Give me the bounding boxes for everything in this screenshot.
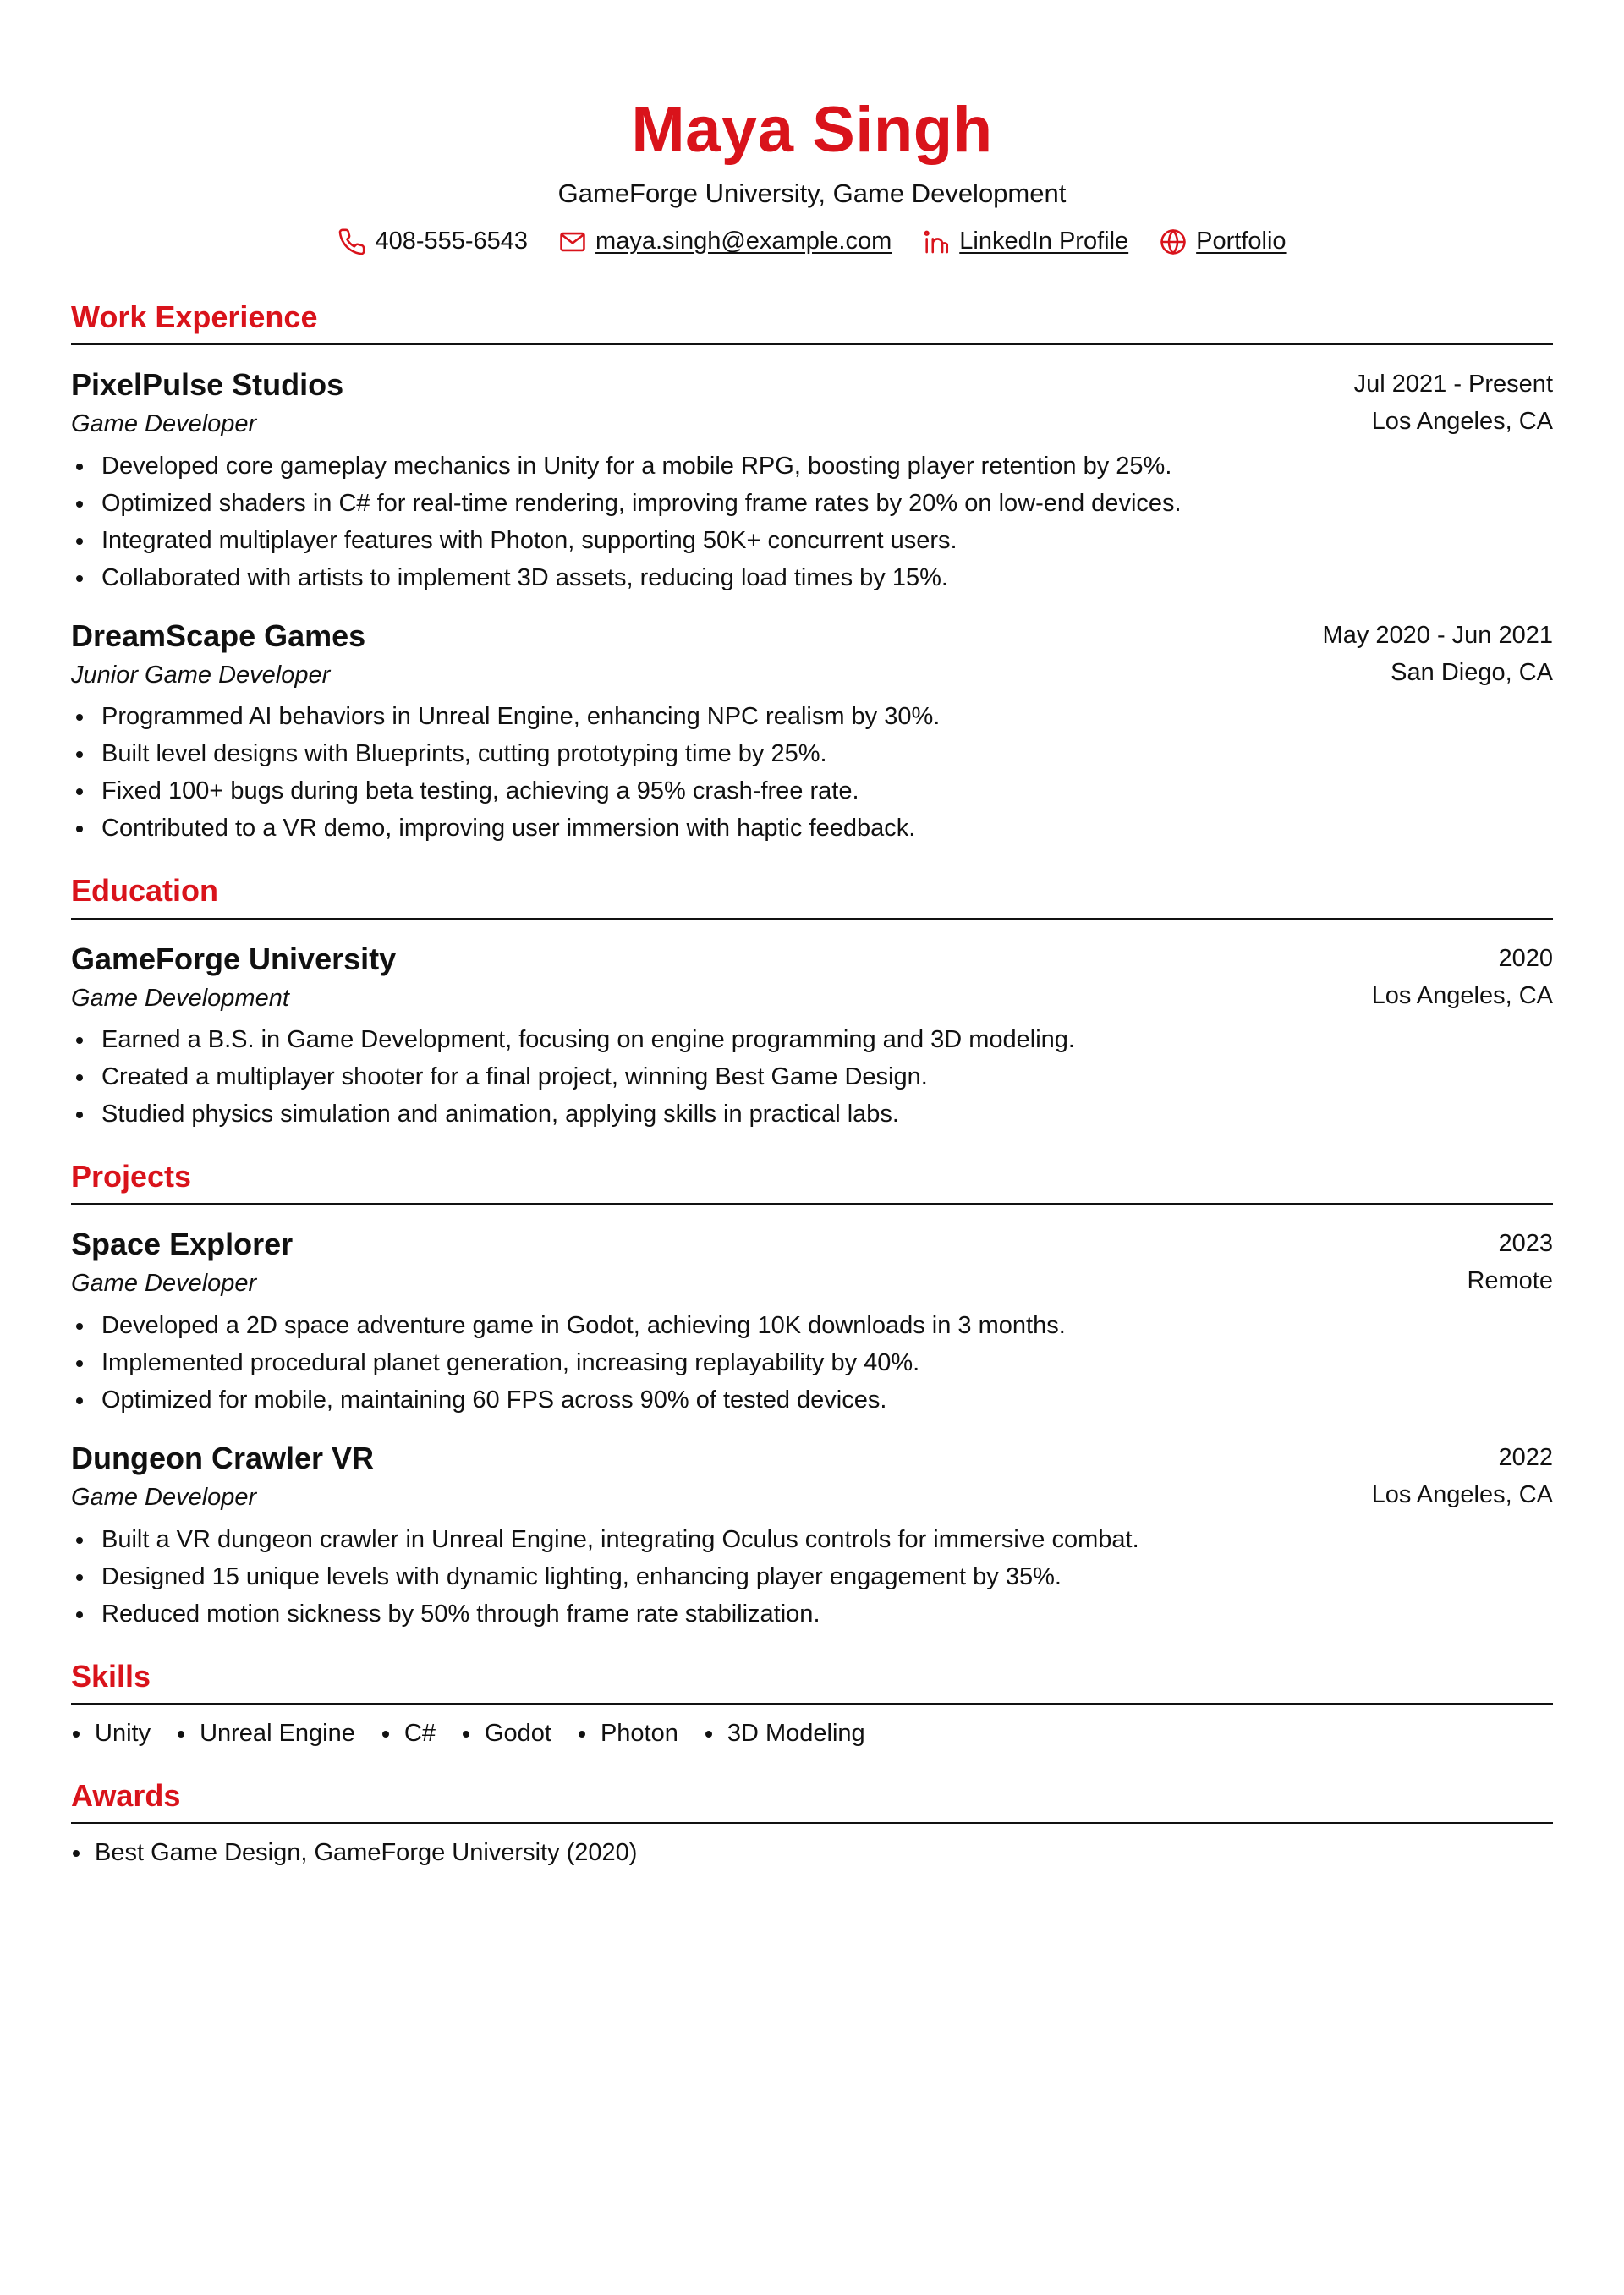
entry-role: Game Developer — [71, 1270, 257, 1298]
bullet-item: Optimized shaders in C# for real-time rendering, improving frame rates by 20% on low-end devices. — [71, 485, 1553, 522]
globe-icon — [1159, 228, 1188, 256]
entry-organization: Space Explorer — [71, 1227, 294, 1262]
linkedin-icon — [922, 228, 951, 256]
contact-portfolio[interactable] — [1159, 228, 1286, 256]
skill-item: C# — [381, 1715, 436, 1752]
entry-dates: May 2020 - Jun 2021 — [1322, 621, 1553, 649]
section-projects — [71, 1158, 1553, 1633]
skill-item: Godot — [461, 1715, 551, 1752]
education-entry — [71, 940, 1553, 1134]
entry-role: Game Development — [71, 984, 289, 1012]
contact-phone[interactable] — [337, 228, 528, 256]
bullet-item: Fixed 100+ bugs during beta testing, achieving a 95% crash-free rate. — [71, 772, 1553, 810]
entry-organization: GameForge University — [71, 941, 397, 976]
bullet-item: Programmed AI behaviors in Unreal Engine, enhancing NPC realism by 30%. — [71, 698, 1553, 735]
entry-bullets — [71, 1521, 1553, 1633]
section-title-projects: Projects — [71, 1158, 1553, 1205]
section-work-experience — [71, 299, 1553, 848]
linkedin-link[interactable]: LinkedIn Profile — [959, 228, 1129, 255]
bullet-item: Collaborated with artists to implement 3D assets, reducing load times by 15%. — [71, 559, 1553, 596]
entry-dates: 2023 — [1498, 1230, 1553, 1258]
bullet-item: Built level designs with Blueprints, cutting prototyping time by 25%. — [71, 735, 1553, 772]
section-title-work: Work Experience — [71, 299, 1553, 345]
skill-item: Unity — [71, 1715, 151, 1752]
section-title-awards: Awards — [71, 1777, 1553, 1824]
bullet-item: Optimized for mobile, maintaining 60 FPS across 90% of tested devices. — [71, 1381, 1553, 1419]
phone-icon — [337, 228, 366, 256]
bullet-item: Created a multiplayer shooter for a final project, winning Best Game Design. — [71, 1058, 1553, 1095]
bullet-item: Reduced motion sickness by 50% through frame rate stabilization. — [71, 1595, 1553, 1633]
entry-organization: PixelPulse Studios — [71, 366, 344, 402]
entry-dates: Jul 2021 - Present — [1353, 370, 1553, 398]
entry-bullets — [71, 1021, 1553, 1133]
section-education — [71, 872, 1553, 1133]
entry-dates: 2022 — [1498, 1444, 1553, 1472]
work-entry — [71, 365, 1553, 596]
section-skills — [71, 1658, 1553, 1752]
entry-location: Remote — [1467, 1267, 1553, 1295]
bullet-item: Studied physics simulation and animation, applying skills in practical labs. — [71, 1095, 1553, 1133]
entry-location: Los Angeles, CA — [1371, 407, 1553, 435]
contact-bar — [71, 228, 1553, 256]
project-entry — [71, 1225, 1553, 1419]
candidate-subtitle: GameForge University, Game Development — [557, 178, 1067, 208]
bullet-item: Developed core gameplay mechanics in Unity for a mobile RPG, boosting player retention by 25%. — [71, 447, 1553, 485]
skill-item: 3D Modeling — [704, 1715, 865, 1752]
resume-header — [71, 95, 1553, 256]
bullet-item: Earned a B.S. in Game Development, focusing on engine programming and 3D modeling. — [71, 1021, 1553, 1058]
candidate-name: Maya Singh — [631, 94, 993, 166]
mail-icon — [558, 228, 587, 256]
entry-role: Game Developer — [71, 1484, 257, 1512]
awards-list — [71, 1834, 1553, 1871]
bullet-item: Integrated multiplayer features with Photon, supporting 50K+ concurrent users. — [71, 522, 1553, 559]
entry-location: Los Angeles, CA — [1371, 981, 1553, 1009]
bullet-item: Designed 15 unique levels with dynamic lighting, enhancing player engagement by 35%. — [71, 1558, 1553, 1595]
bullet-item: Implemented procedural planet generation, increasing replayability by 40%. — [71, 1344, 1553, 1381]
entry-role: Game Developer — [71, 409, 257, 437]
bullet-item: Built a VR dungeon crawler in Unreal Engine, integrating Oculus controls for immersive combat. — [71, 1521, 1553, 1558]
skill-item: Unreal Engine — [176, 1715, 355, 1752]
entry-bullets — [71, 447, 1553, 596]
entry-location: San Diego, CA — [1391, 658, 1553, 686]
entry-dates: 2020 — [1498, 944, 1553, 972]
bullet-item: Developed a 2D space adventure game in Godot, achieving 10K downloads in 3 months. — [71, 1307, 1553, 1344]
section-title-education: Education — [71, 872, 1553, 919]
entry-location: Los Angeles, CA — [1371, 1481, 1553, 1509]
phone-number: 408-555-6543 — [375, 228, 529, 255]
skill-item: Photon — [577, 1715, 678, 1752]
entry-bullets — [71, 1307, 1553, 1419]
entry-role: Junior Game Developer — [71, 661, 331, 689]
skills-list — [71, 1715, 1553, 1752]
contact-linkedin[interactable] — [922, 228, 1128, 256]
work-entry — [71, 617, 1553, 848]
project-entry — [71, 1439, 1553, 1633]
section-awards — [71, 1777, 1553, 1871]
portfolio-link[interactable]: Portfolio — [1196, 228, 1287, 255]
award-item: Best Game Design, GameForge University (2020) — [71, 1834, 1553, 1871]
entry-organization: Dungeon Crawler VR — [71, 1441, 375, 1476]
entry-bullets — [71, 698, 1553, 847]
section-title-skills: Skills — [71, 1658, 1553, 1705]
email-link[interactable]: maya.singh@example.com — [595, 228, 892, 255]
entry-organization: DreamScape Games — [71, 618, 366, 653]
contact-email[interactable] — [558, 228, 892, 256]
bullet-item: Contributed to a VR demo, improving user immersion with haptic feedback. — [71, 810, 1553, 847]
